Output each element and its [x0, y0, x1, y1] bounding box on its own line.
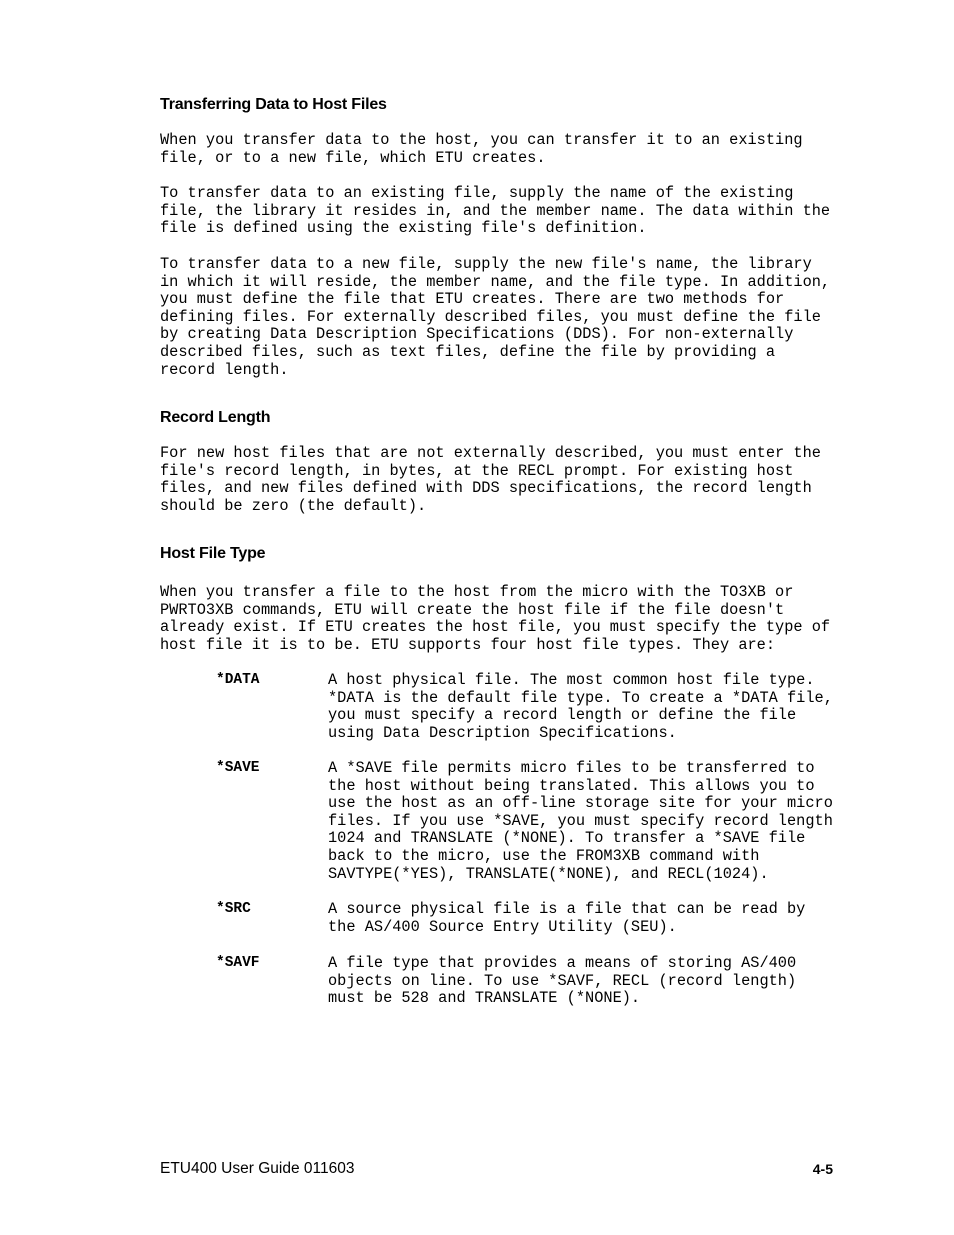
paragraph-record-length: For new host files that are not externally described, you must enter the file's record length, in bytes, at the RECL prompt. For existing host files, and new files defined with DDS specifications, the record length should be zero (the default).: [160, 444, 821, 515]
file-type-term-save: *SAVE: [216, 760, 260, 776]
file-type-term-src: *SRC: [216, 901, 251, 917]
paragraph-new-file: To transfer data to a new file, supply the new file's name, the library in which it will reside, the member name, and the file type. In addition, you must define the file that ETU creates. There are two methods for defining files. For externally described files, you must define the file by creating Data Description Specifications (DDS). For non-externally described files, such as text files, define the file by providing a record length.: [160, 255, 831, 379]
file-type-desc-data: A host physical file. The most common host file type. *DATA is the default file type. To create a *DATA file, you must specify a record length or define the file using Data Description Specifications.: [328, 671, 833, 742]
paragraph-transfer-intro: When you transfer data to the host, you can transfer it to an existing file, or to a new file, which ETU creates.: [160, 131, 803, 167]
paragraph-host-file-type: When you transfer a file to the host from the micro with the TO3XB or PWRTO3XB commands, ETU will create the host file if the file doesn't already exist. If ETU creates the host file, you must specify the type of host file it is to be. ETU supports four host file types. They are:: [160, 583, 831, 654]
section-heading-record-length: Record Length: [160, 409, 271, 426]
footer-page-number: 4-5: [812, 1161, 833, 1177]
file-type-desc-save: A *SAVE file permits micro files to be transferred to the host without being translated. This allows you to use the host as an off-line storage site for your micro files. If you use *SAVE, you must specify record length 1024 and TRANSLATE (*NONE). To transfer a *SAVE file back to the micro, use the FROM3XB command with SAVTYPE(*YES), TRANSLATE(*NONE), and RECL(1024).: [328, 759, 833, 883]
section-heading-host-file-type: Host File Type: [160, 545, 266, 562]
file-type-term-data: *DATA: [216, 672, 260, 688]
file-type-desc-savf: A file type that provides a means of storing AS/400 objects on line. To use *SAVF, RECL (record length) must be 528 and TRANSLATE (*NONE).: [328, 954, 797, 1008]
paragraph-existing-file: To transfer data to an existing file, supply the name of the existing file, the library it resides in, and the member name. The data within the file is defined using the existing file's definition.: [160, 184, 831, 238]
file-type-desc-src: A source physical file is a file that can be read by the AS/400 Source Entry Utility (SEU).: [328, 900, 806, 936]
footer-guide-title: ETU400 User Guide 011603: [160, 1160, 355, 1177]
file-type-term-savf: *SAVF: [216, 955, 260, 971]
section-heading-transferring: Transferring Data to Host Files: [160, 96, 387, 113]
